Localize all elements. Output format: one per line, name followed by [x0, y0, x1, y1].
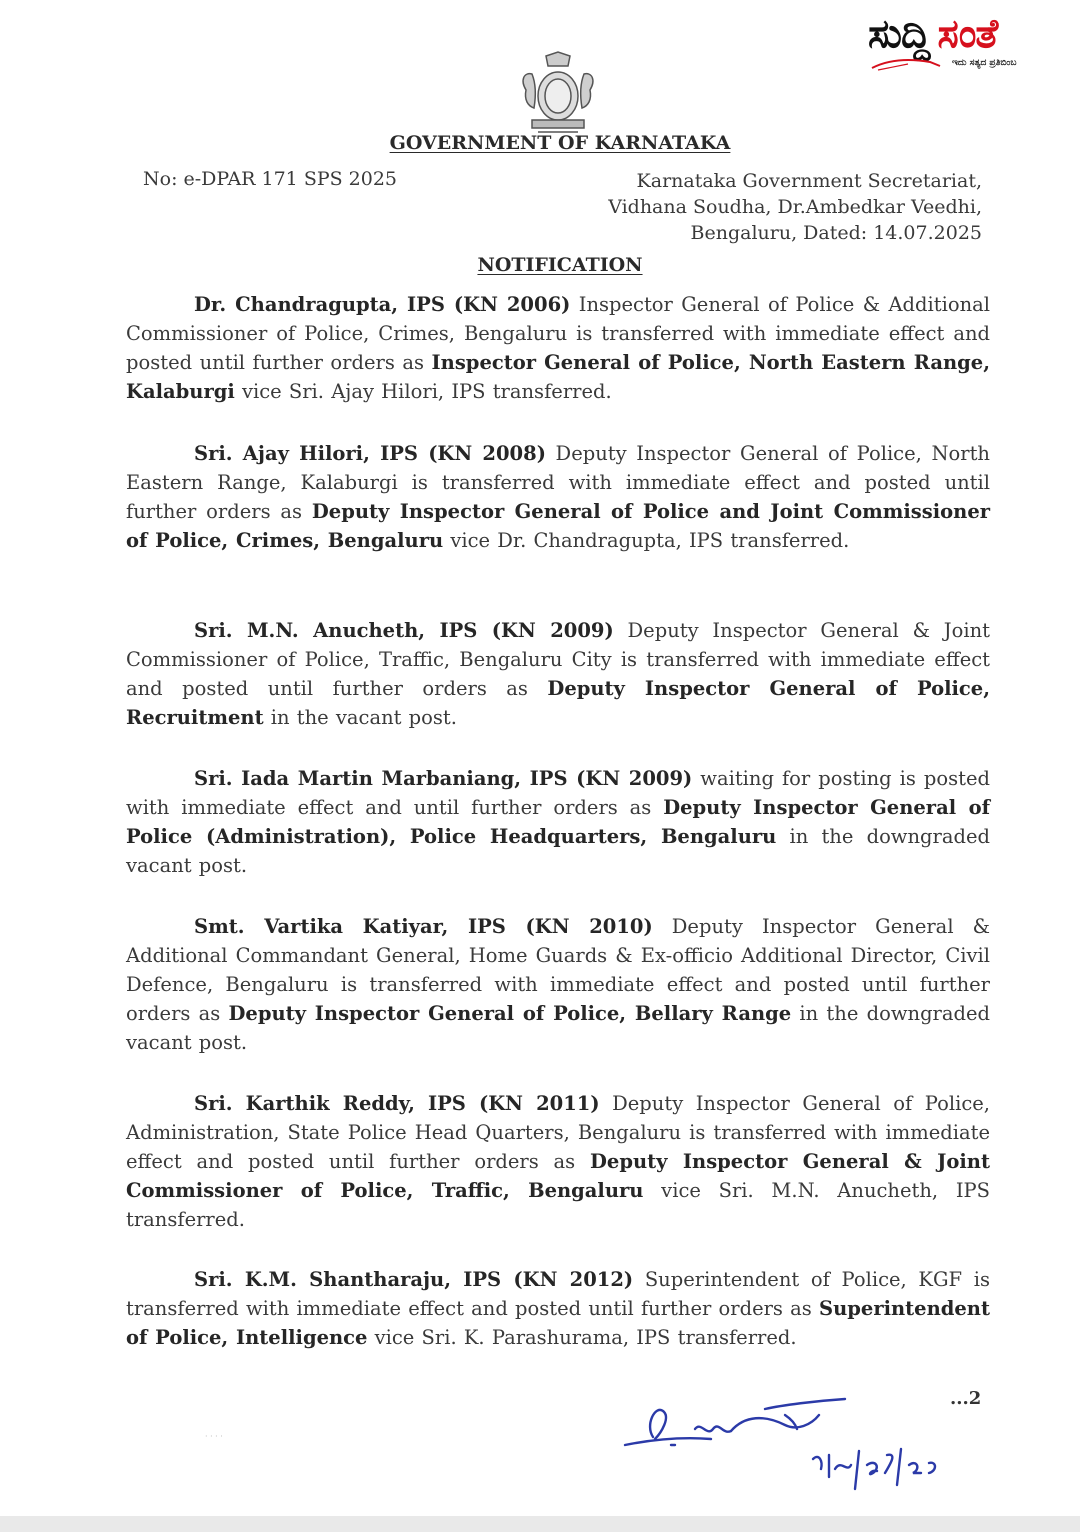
- transfer-paragraph: [126, 764, 990, 880]
- officer-name: Sri. Karthik Reddy, IPS (KN 2011): [194, 1092, 600, 1115]
- paragraph-text: vice Dr. Chandragupta, IPS transferred.: [443, 529, 850, 552]
- new-posting: Superintendent of Police, Intelligence: [126, 1297, 990, 1349]
- new-posting: Deputy Inspector General of Police (Administration), Police Headquarters, Bengaluru: [126, 796, 990, 848]
- paragraph-text: vice Sri. Ajay Hilori, IPS transferred.: [234, 380, 612, 403]
- secretariat-address: [608, 168, 982, 246]
- officer-name: Sri. Iada Martin Marbaniang, IPS (KN 2009): [194, 767, 693, 790]
- government-title: GOVERNMENT OF KARNATAKA: [389, 132, 731, 154]
- new-posting: Deputy Inspector General of Police, Recruitment: [126, 677, 990, 729]
- paragraph-text: waiting for posting is posted with immediate effect and until further orders as: [126, 767, 990, 819]
- transfer-paragraph: [126, 290, 990, 406]
- officer-name: Sri. Ajay Hilori, IPS (KN 2008): [194, 442, 546, 465]
- paragraph-text: Deputy Inspector General of Police, Administration, State Police Head Quarters, Bengaluru is transferred with immediate effect and posted until further orders as: [126, 1092, 990, 1173]
- paragraph-text: Deputy Inspector General & Joint Commissioner of Police, Traffic, Bengaluru City is transferred with immediate effect and posted until further orders as: [126, 619, 990, 700]
- logo-tagline: ಇದು ಸತ್ಯದ ಪ್ರತಿಬಿಂಬ: [952, 58, 1017, 68]
- paragraph-text: Inspector General of Police & Additional Commissioner of Police, Crimes, Bengaluru is transferred with immediate effect and posted until further orders as: [126, 293, 990, 374]
- paragraph-text: in the downgraded vacant post.: [126, 825, 990, 877]
- page-bottom-edge: [0, 1516, 1080, 1532]
- address-line: Karnataka Government Secretariat,: [636, 170, 982, 192]
- paragraph-text: Deputy Inspector General & Additional Commandant General, Home Guards & Ex-officio Additional Director, Civil Defence, Bengaluru is transferred with immediate effect and posted until further orders as: [126, 915, 990, 1025]
- page-continuation: ...2: [950, 1388, 982, 1409]
- paragraph-text: in the vacant post.: [263, 706, 457, 729]
- transfer-paragraph: [126, 1089, 990, 1234]
- transfer-paragraph: [126, 616, 990, 732]
- reference-number: No: e-DPAR 171 SPS 2025: [143, 168, 398, 190]
- scan-specks: · · · ·: [205, 1432, 223, 1441]
- logo-word-suddi: ಸುದ್ದಿ: [868, 11, 930, 57]
- notification-heading: NOTIFICATION: [477, 254, 643, 276]
- address-line: Bengaluru, Dated: 14.07.2025: [690, 222, 982, 244]
- karnataka-state-emblem-icon: [512, 50, 604, 134]
- transfer-paragraph: [126, 1265, 990, 1352]
- new-posting: Deputy Inspector General of Police, Bellary Range: [228, 1002, 792, 1025]
- new-posting: Inspector General of Police, North Eastern Range, Kalaburgi: [126, 351, 990, 403]
- logo-word-sante: ಸಂತೆ: [937, 11, 998, 57]
- transfer-paragraph: [126, 439, 990, 555]
- paragraph-text: Superintendent of Police, KGF is transferred with immediate effect and posted until further orders as: [126, 1268, 990, 1320]
- officer-name: Sri. K.M. Shantharaju, IPS (KN 2012): [194, 1268, 634, 1291]
- paragraph-text: in the downgraded vacant post.: [126, 1002, 991, 1054]
- officer-name: Smt. Vartika Katiyar, IPS (KN 2010): [194, 915, 653, 938]
- suddi-sante-logo: [868, 10, 1073, 72]
- paragraph-text: Deputy Inspector General of Police, North Eastern Range, Kalaburgi is transferred with immediate effect and posted until further orders as: [126, 442, 990, 523]
- paragraph-text: vice Sri. K. Parashurama, IPS transferred.: [367, 1326, 797, 1349]
- address-line: Vidhana Soudha, Dr.Ambedkar Veedhi,: [608, 196, 982, 218]
- pen-swoosh-icon: [868, 54, 948, 74]
- paragraph-text: vice Sri. M.N. Anucheth, IPS transferred.: [126, 1179, 990, 1231]
- transfer-paragraph: [126, 912, 990, 1057]
- new-posting: Deputy Inspector General & Joint Commissioner of Police, Traffic, Bengaluru: [126, 1150, 990, 1202]
- officer-name: Sri. M.N. Anucheth, IPS (KN 2009): [194, 619, 614, 642]
- officer-name: Dr. Chandragupta, IPS (KN 2006): [194, 293, 571, 316]
- new-posting: Deputy Inspector General of Police and Joint Commissioner of Police, Crimes, Bengaluru: [126, 500, 991, 552]
- handwritten-signature: [615, 1385, 945, 1495]
